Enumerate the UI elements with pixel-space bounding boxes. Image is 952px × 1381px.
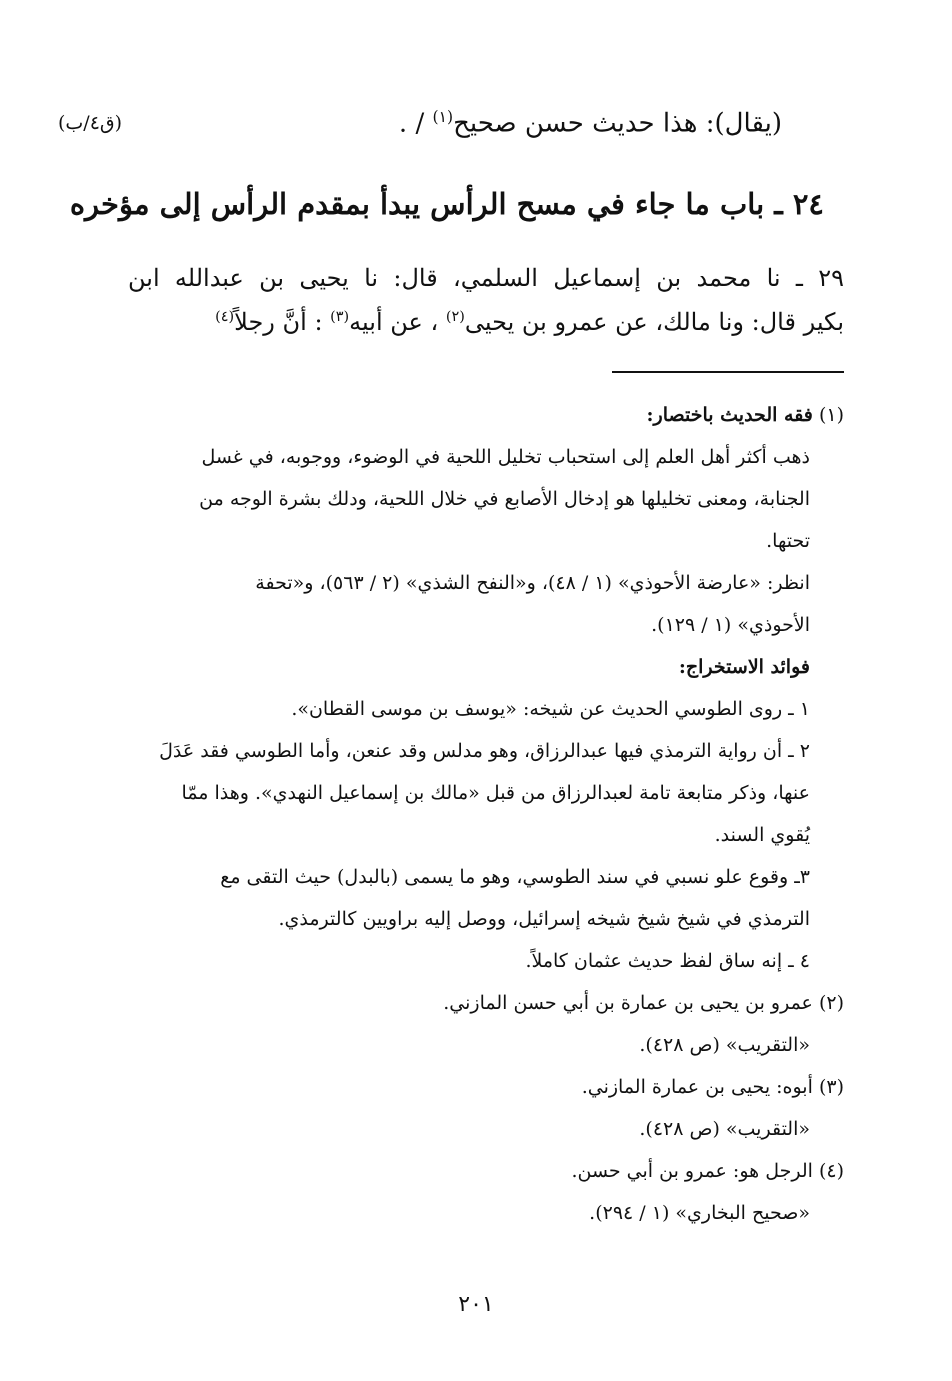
footnote-4-label: (٤) <box>818 1160 844 1182</box>
footnote-1-label: (١) <box>818 404 844 426</box>
footnote-1-point-4: ٤ ـ إنه ساق لفظ حديث عثمان كاملاً. <box>525 950 810 972</box>
footnote-marker-1: (١) <box>432 108 454 126</box>
footnote-3-line-1: أبوه: يحيى بن عمارة المازني. <box>581 1076 813 1098</box>
hadith-text-b: ، عن أبيه <box>349 308 439 336</box>
hadith-text-a: بكير قال: ونا مالك، عن عمرو بن يحيى <box>464 308 844 336</box>
footnote-separator <box>612 371 844 373</box>
footnote-3 <box>582 1078 844 1097</box>
footnote-1-heading <box>647 406 844 425</box>
footnote-marker-3: (٣) <box>330 309 350 325</box>
footnote-3-label: (٣) <box>818 1076 844 1098</box>
footnote-marker-2: (٢) <box>445 309 465 325</box>
hadith-line-1: ٢٩ ـ نا محمد بن إسماعيل السلمي، قال: نا يحيى بن عبدالله ابن <box>128 264 844 292</box>
footnote-1-point-2-line-2: عنها، وذكر متابعة تامة لعبدالرزاق من قبل «مالك بن إسماعيل النهدي». وهذا ممّا <box>181 782 810 804</box>
footnote-1-point-2-line-1: ٢ ـ أن رواية الترمذي فيها عبدالرزاق، وهو مدلس وقد عنعن، وأما الطوسي فقد عَدَلَ <box>159 740 810 762</box>
footnote-2-line-1: عمرو بن يحيى بن عمارة بن أبي حسن المازني. <box>443 992 813 1014</box>
footnote-1-line-5: الأحوذي» (١ / ١٢٩). <box>651 614 810 636</box>
manuscript-reference: (ق٤/ب) <box>58 112 123 134</box>
footnote-4-line-2: «صحيح البخاري» (١ / ٢٩٤). <box>589 1202 810 1224</box>
footnote-1-point-3-line-2: الترمذي في شيخ شيخ شيخه إسرائيل، ووصل إليه براويين كالترمذي. <box>278 908 810 930</box>
hadith-text-c: : أنَّ رجلاً <box>234 308 323 336</box>
footnote-1-subheading: فوائد الاستخراج: <box>678 656 810 678</box>
hadith-line-2 <box>215 310 844 334</box>
page-number: ٢٠١ <box>458 1292 494 1317</box>
continuation-line <box>399 110 782 137</box>
footnote-1-line-3: تحتها. <box>766 530 810 552</box>
footnote-2 <box>443 994 844 1013</box>
footnote-1-line-4: انظر: «عارضة الأحوذي» (١ / ٤٨)، و«النفح الشذي» (٢ / ٥٦٣)، و«تحفة <box>255 572 810 594</box>
footnote-1-point-3-line-1: ٣ـ وقوع علو نسبي في سند الطوسي، وهو ما يسمى (بالبدل) حيث التقى مع <box>220 866 810 888</box>
footnote-1-title: فقه الحديث باختصار: <box>646 404 813 426</box>
footnote-3-line-2: «التقريب» (ص ٤٢٨). <box>639 1118 810 1140</box>
footnote-1-point-2-line-3: يُقوي السند. <box>714 824 810 846</box>
footnote-1-line-1: ذهب أكثر أهل العلم إلى استحباب تخليل اللحية في الوضوء، ووجوبه، في غسل <box>201 446 810 468</box>
footnote-4 <box>571 1162 844 1181</box>
footnote-4-line-1: الرجل هو: عمرو بن أبي حسن. <box>571 1160 813 1182</box>
continuation-text: (يقال): هذا حديث حسن صحيح <box>453 108 782 139</box>
footnote-marker-4: (٤) <box>215 309 235 325</box>
footnote-2-label: (٢) <box>818 992 844 1014</box>
footnote-1-line-2: الجنابة، ومعنى تخليلها هو إدخال الأصابع في خلال اللحية، ودلك بشرة الوجه من <box>199 488 810 510</box>
footnote-2-line-2: «التقريب» (ص ٤٢٨). <box>639 1034 810 1056</box>
continuation-end: / . <box>398 108 425 139</box>
footnote-1-point-1: ١ ـ روى الطوسي الحديث عن شيخه: «يوسف بن موسى القطان». <box>291 698 810 720</box>
chapter-heading: ٢٤ ـ باب ما جاء في مسح الرأس يبدأ بمقدم الرأس إلى مؤخره <box>69 187 824 221</box>
